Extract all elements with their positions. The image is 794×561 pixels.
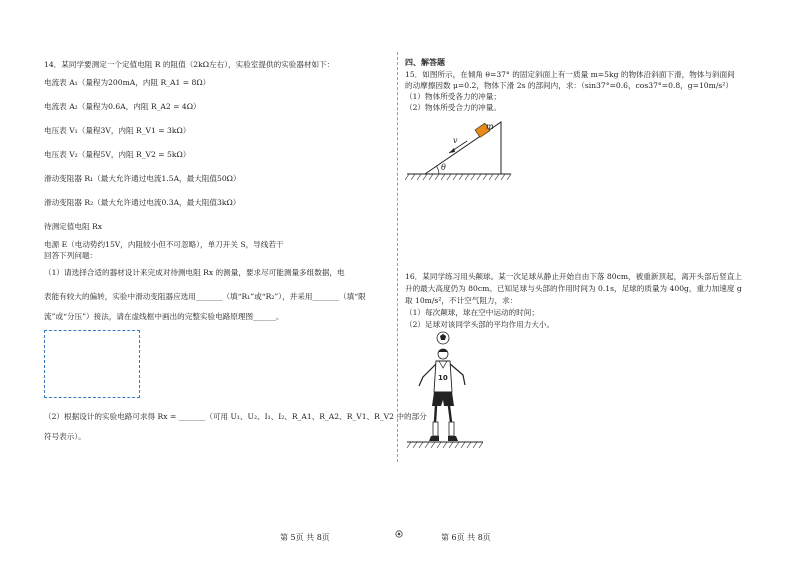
q15-line1: 15．如图所示，在倾角 θ=37° 的固定斜面上有一质量 m=5kg 的物体沿斜面下滑，物体与斜面间	[405, 70, 735, 79]
circle-dot-icon	[395, 530, 403, 538]
page-number-left: 第 5页 共 8页	[280, 533, 330, 542]
q16-line1: 16．某同学练习用头颠球。某一次足球从静止开始自由下落 80cm，被重新顶起，离开头部后竖直上	[405, 272, 742, 281]
voltmeter2-item: 电压表 V₂（量程5V，内阻 R_V2 = 5kΩ）	[44, 150, 191, 159]
circuit-drawing-box	[44, 330, 140, 398]
rx-item: 待测定值电阻 Rx	[44, 222, 102, 231]
column-divider	[397, 52, 398, 462]
rheostat1-item: 滑动变阻器 R₁（最大允许通过电流1.5A，最大阻值50Ω）	[44, 174, 241, 183]
q16-sub1: （1）每次颠球，球在空中运动的时间；	[405, 308, 539, 317]
source-item: 电源 E（电动势约15V，内阻较小但不可忽略），单刀开关 S，导线若干	[44, 240, 284, 249]
answer-prompt: 回答下列问题：	[44, 251, 98, 260]
q14-part1-line3: 流”或“分压”）接法，请在虚线框中画出的完整实验电路原理图______。	[44, 312, 284, 321]
section-title: 四、解答题	[405, 57, 445, 67]
rheostat2-item: 滑动变阻器 R₂（最大允许通过电流0.3A，最大阻值3kΩ）	[44, 198, 241, 207]
soccer-player-figure	[405, 330, 485, 452]
q15-line2: 的动摩擦因数 μ=0.2，物体下滑 2s 的部间内，求：（sin37°=0.6，cos37°=0.8，g=10m/s²）	[405, 81, 733, 90]
q16-line3: 取 10m/s²，不计空气阻力，求：	[405, 296, 518, 305]
incline-figure	[405, 114, 515, 186]
q16-sub2: （2）足球对该同学头部的平均作用力大小。	[405, 320, 555, 329]
q15-sub1: （1）物体所受各力的冲量；	[405, 92, 501, 101]
q14-part2-line2: 符号表示）。	[44, 432, 86, 441]
q14-part2-line1: （2）根据设计的实验电路可求得 Rx = _______（可用 U₁、U₂、I₁、I₂、R_A1、R_A2、R_V1、R_V2 中的部分	[44, 412, 427, 421]
page-number-right: 第 6页 共 8页	[441, 533, 491, 542]
label-v: v	[453, 136, 458, 145]
q16-line2: 升的最大高度仍为 80cm。已知足球与头部的作用时间为 0.1s，足球的质量为 400g，重力加速度 g	[405, 284, 742, 293]
svg-text:10: 10	[438, 374, 448, 382]
voltmeter1-item: 电压表 V₁（量程3V，内阻 R_V1 = 3kΩ）	[44, 126, 191, 135]
q14-intro: 14．某同学要测定一个定值电阻 R 的阻值（2kΩ左右），实验室提供的实验器材如下：	[44, 60, 335, 69]
label-theta: θ	[441, 163, 446, 172]
q14-part1-line2: 表能有较大的偏转，实验中滑动变阻器应选用_______（填“R₁”或“R₂”），并采用_______（填“限	[44, 292, 366, 301]
ammeter1-item: 电流表 A₁（量程为200mA，内阻 R_A1 = 8Ω）	[44, 78, 211, 87]
label-m: m	[486, 122, 494, 131]
ammeter2-item: 电流表 A₂（量程为0.6A，内阻 R_A2 = 4Ω）	[44, 102, 201, 111]
q14-part1-line1: （1）请选择合适的器材设计来完成对待测电阻 Rx 的测量，要求尽可能测量多组数据，电	[44, 268, 345, 277]
q15-sub2: （2）物体所受合力的冲量。	[405, 103, 501, 112]
